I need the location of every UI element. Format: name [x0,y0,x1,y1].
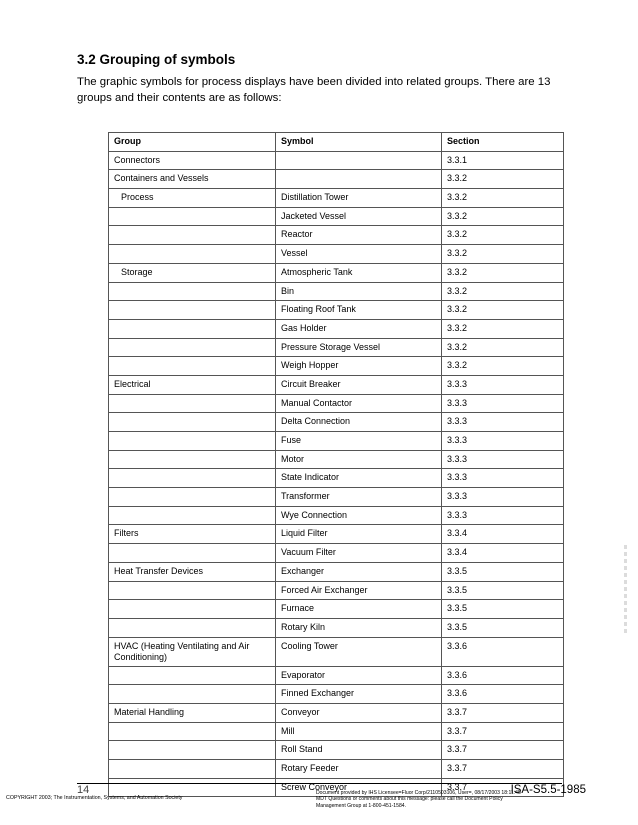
cell-symbol: Conveyor [276,703,442,722]
cell-group: Containers and Vessels [109,170,276,189]
cell-symbol: Manual Contactor [276,394,442,413]
cell-symbol: Mill [276,722,442,741]
table-row [109,581,564,600]
footer-rule [77,783,562,784]
cell-section: 3.3.3 [442,413,564,432]
cell-section: 3.3.7 [442,703,564,722]
cell-section: 3.3.2 [442,226,564,245]
header-group: Group [109,133,276,152]
table-row [109,506,564,525]
cell-symbol: Fuse [276,432,442,451]
cell-group [109,488,276,507]
cell-group [109,282,276,301]
cell-section: 3.3.4 [442,525,564,544]
table-row [109,469,564,488]
cell-group [109,581,276,600]
cell-group [109,741,276,760]
cell-symbol: Motor [276,450,442,469]
cell-section: 3.3.5 [442,581,564,600]
cell-symbol: Atmospheric Tank [276,263,442,282]
cell-group [109,760,276,779]
cell-symbol: Furnace [276,600,442,619]
cell-section: 3.3.2 [442,338,564,357]
cell-symbol: Bin [276,282,442,301]
cell-group [109,207,276,226]
cell-section: 3.3.3 [442,488,564,507]
cell-section: 3.3.6 [442,666,564,685]
table-body [109,151,564,797]
cell-group: Storage [109,263,276,282]
cell-symbol: Gas Holder [276,319,442,338]
cell-symbol: Reactor [276,226,442,245]
cell-group [109,722,276,741]
cell-symbol [276,151,442,170]
table-row [109,741,564,760]
table-row [109,722,564,741]
table-row [109,637,564,666]
cell-group [109,394,276,413]
cell-section: 3.3.2 [442,319,564,338]
table-row [109,600,564,619]
cell-section: 3.3.4 [442,544,564,563]
cell-group [109,226,276,245]
cell-group [109,666,276,685]
table-row [109,282,564,301]
table-row [109,263,564,282]
cell-symbol: Cooling Tower [276,637,442,666]
cell-symbol: Liquid Filter [276,525,442,544]
cell-symbol: Rotary Feeder [276,760,442,779]
table-row [109,413,564,432]
header-section: Section [442,133,564,152]
cell-symbol: Transformer [276,488,442,507]
cell-group [109,319,276,338]
cell-section: 3.3.3 [442,432,564,451]
cell-section: 3.3.5 [442,618,564,637]
cell-group: Material Handling [109,703,276,722]
cell-group [109,469,276,488]
cell-section: 3.3.2 [442,357,564,376]
table-row [109,207,564,226]
cell-symbol: Rotary Kiln [276,618,442,637]
table-row [109,544,564,563]
cell-group: Process [109,189,276,208]
cell-group [109,450,276,469]
table-row [109,685,564,704]
provided-by-notice: Document provided by IHS Licensee=Fluor Corp/2110503106, User=, 08/17/2003 18:11:45 MDT Questions or comments about this message: please call the Document Policy Management Group at 1-800-451-1584. [316,790,521,809]
table-row [109,394,564,413]
table-row [109,226,564,245]
cell-group [109,432,276,451]
cell-section: 3.3.2 [442,207,564,226]
table-header-row [109,133,564,152]
cell-symbol: Weigh Hopper [276,357,442,376]
cell-group [109,618,276,637]
cell-symbol: Exchanger [276,562,442,581]
cell-symbol: Forced Air Exchanger [276,581,442,600]
cell-section: 3.3.2 [442,301,564,320]
cell-section: 3.3.2 [442,170,564,189]
cell-symbol: Floating Roof Tank [276,301,442,320]
cell-symbol: Jacketed Vessel [276,207,442,226]
cell-section: 3.3.3 [442,394,564,413]
cell-group [109,506,276,525]
table-row [109,338,564,357]
section-heading: 3.2 Grouping of symbols [77,52,236,67]
table-row [109,170,564,189]
cell-section: 3.3.3 [442,375,564,394]
table-row [109,301,564,320]
symbol-groups-table [108,132,564,797]
table-row [109,703,564,722]
cell-symbol: Evaporator [276,666,442,685]
table-row [109,618,564,637]
cell-section: 3.3.7 [442,760,564,779]
table-row [109,525,564,544]
cell-group [109,357,276,376]
cell-section: 3.3.2 [442,263,564,282]
cell-group [109,600,276,619]
cell-section: 3.3.7 [442,722,564,741]
table-row [109,666,564,685]
margin-watermark [624,545,627,635]
cell-group: Filters [109,525,276,544]
cell-section: 3.3.5 [442,562,564,581]
cell-symbol [276,170,442,189]
cell-section: 3.3.2 [442,245,564,264]
cell-section: 3.3.7 [442,778,564,797]
cell-section: 3.3.3 [442,506,564,525]
copyright-notice: COPYRIGHT 2003; The Instrumentation, Systems, and Automation Society [6,795,183,801]
cell-symbol: Delta Connection [276,413,442,432]
header-symbol: Symbol [276,133,442,152]
cell-symbol: State Indicator [276,469,442,488]
table-row [109,432,564,451]
table-row [109,357,564,376]
cell-section: 3.3.6 [442,637,564,666]
cell-group [109,544,276,563]
cell-group [109,301,276,320]
cell-section: 3.3.5 [442,600,564,619]
cell-section: 3.3.6 [442,685,564,704]
cell-symbol: Finned Exchanger [276,685,442,704]
table-row [109,760,564,779]
cell-symbol: Vacuum Filter [276,544,442,563]
cell-group [109,338,276,357]
table-row [109,151,564,170]
page-number: 14 [77,784,90,796]
cell-group [109,685,276,704]
cell-group [109,413,276,432]
cell-group: HVAC (Heating Ventilating and Air Conditioning) [109,637,276,666]
cell-group: Heat Transfer Devices [109,562,276,581]
table-row [109,245,564,264]
table-row [109,319,564,338]
table-row [109,488,564,507]
cell-group: Electrical [109,375,276,394]
table-row [109,189,564,208]
cell-symbol: Circuit Breaker [276,375,442,394]
cell-section: 3.3.2 [442,189,564,208]
cell-section: 3.3.2 [442,282,564,301]
cell-group [109,245,276,264]
table-row [109,375,564,394]
cell-section: 3.3.7 [442,741,564,760]
cell-symbol: Vessel [276,245,442,264]
cell-section: 3.3.1 [442,151,564,170]
cell-section: 3.3.3 [442,450,564,469]
cell-symbol: Wye Connection [276,506,442,525]
document-id: ISA-S5.5-1985 [510,784,586,796]
cell-symbol: Roll Stand [276,741,442,760]
cell-group: Connectors [109,151,276,170]
intro-paragraph: The graphic symbols for process displays have been divided into related groups. There are 13 groups and their contents are as follows: [77,76,551,104]
cell-symbol: Distillation Tower [276,189,442,208]
cell-symbol: Screw Conveyor [276,778,442,797]
table-row [109,450,564,469]
table-row [109,562,564,581]
cell-symbol: Pressure Storage Vessel [276,338,442,357]
cell-section: 3.3.3 [442,469,564,488]
